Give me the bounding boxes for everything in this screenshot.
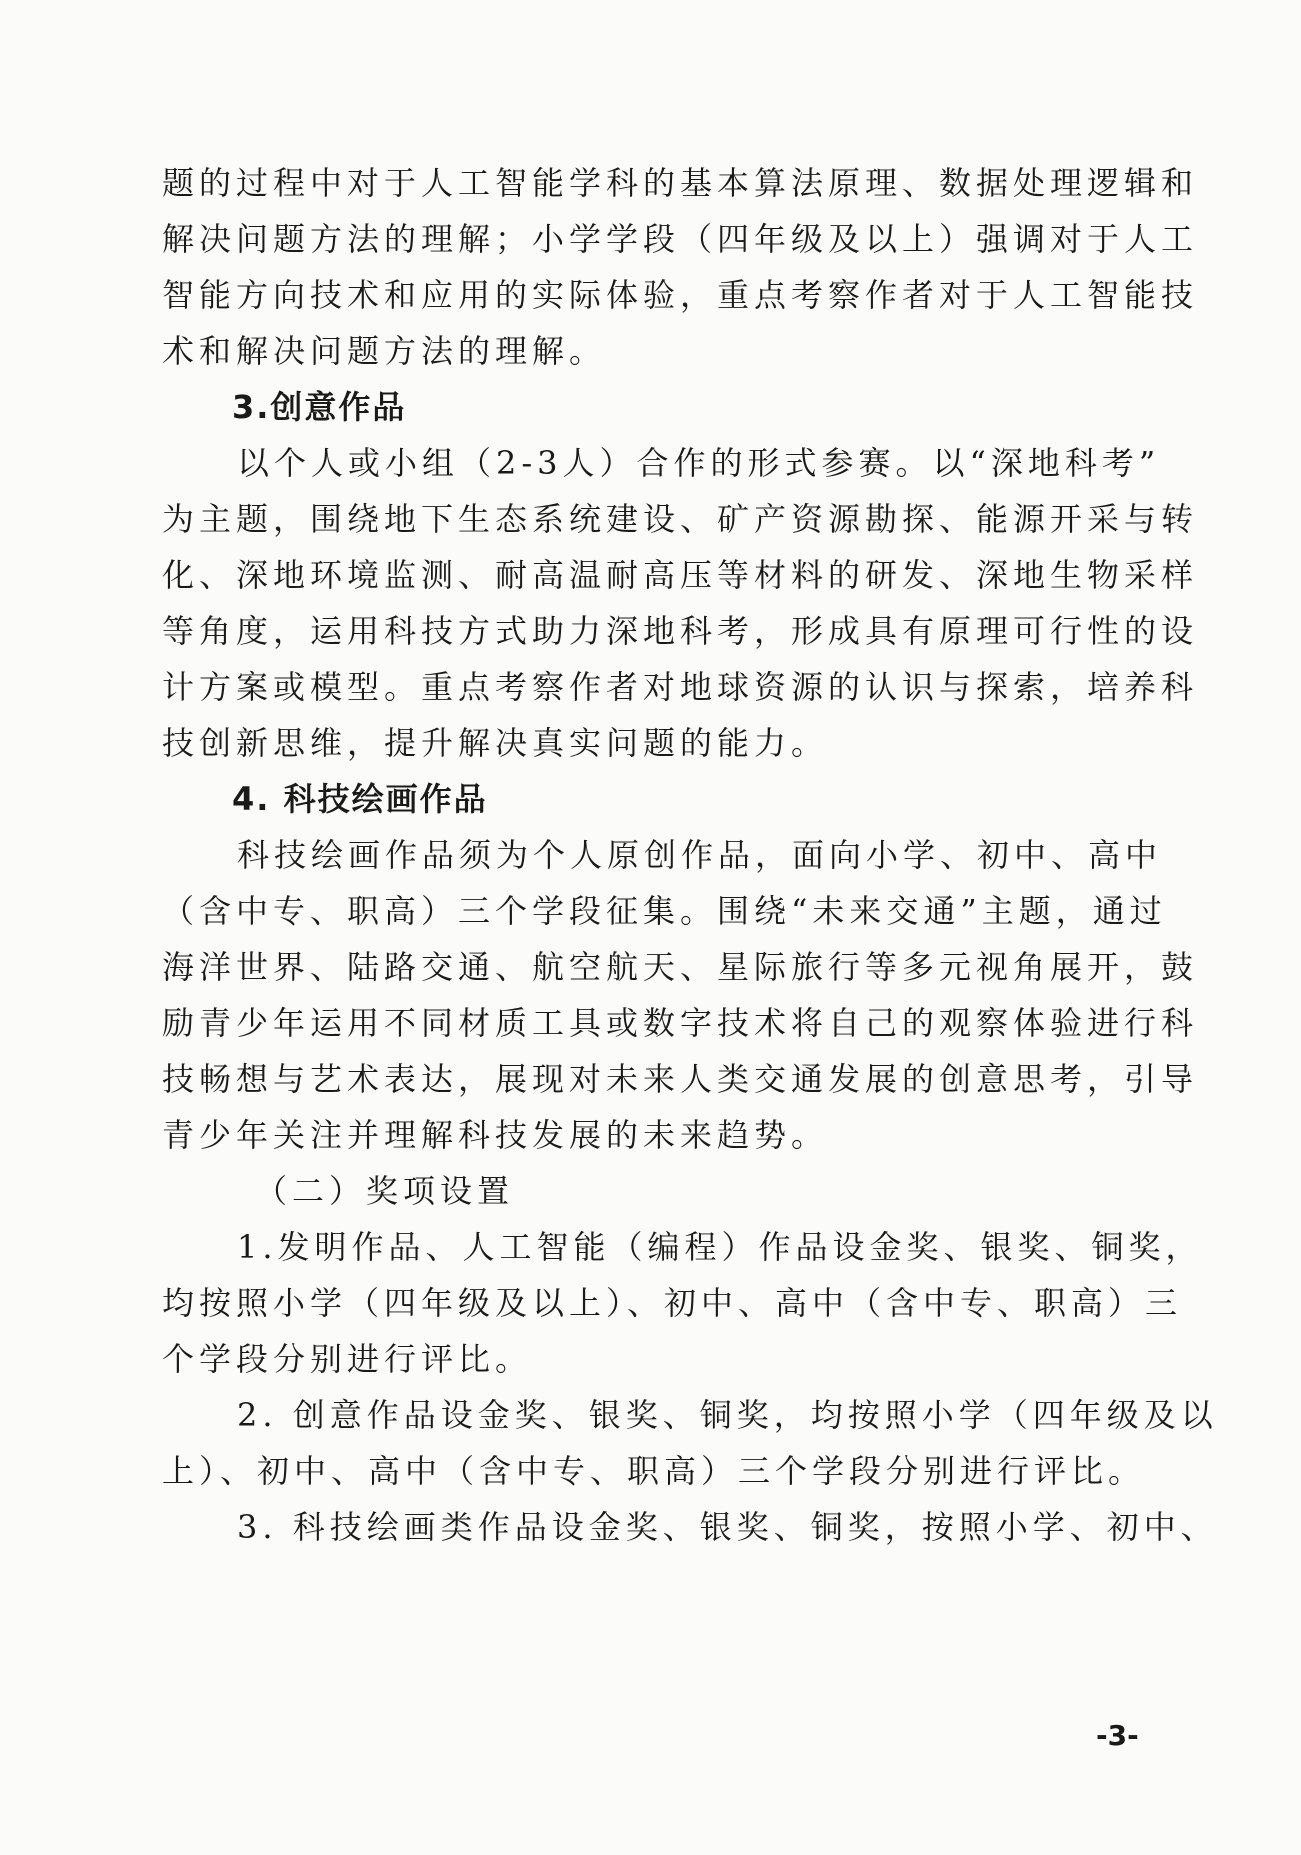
paragraph-line: 以个人或小组（2-3人）合作的形式参赛。以“深地科考” (237, 444, 1161, 482)
paragraph-line: 技畅想与艺术表达，展现对未来人类交通发展的创意思考，引导 (162, 1060, 1199, 1098)
section-heading-creative-works: 3.创意作品 (232, 388, 407, 426)
section-subheading-awards: （二）奖项设置 (255, 1172, 515, 1210)
paragraph-line: 3. 科技绘画类作品设金奖、银奖、铜奖，按照小学、初中、 (237, 1508, 1218, 1546)
paragraph-line: 1.发明作品、人工智能（编程）作品设金奖、银奖、铜奖， (237, 1228, 1203, 1266)
paragraph-line: （含中专、职高）三个学段征集。围绕“未来交通”主题，通过 (162, 892, 1167, 930)
paragraph-line: 解决问题方法的理解；小学学段（四年级及以上）强调对于人工 (162, 220, 1199, 258)
paragraph-line: 科技绘画作品须为个人原创作品，面向小学、初中、高中 (237, 836, 1163, 874)
paragraph-line: 均按照小学（四年级及以上）、初中、高中（含中专、职高）三 (162, 1284, 1183, 1322)
paragraph-line: 计方案或模型。重点考察作者对地球资源的认识与探索，培养科 (162, 668, 1199, 706)
paragraph-line: 为主题，围绕地下生态系统建设、矿产资源勘探、能源开采与转 (162, 500, 1199, 538)
paragraph-line: 青少年关注并理解科技发展的未来趋势。 (162, 1116, 829, 1154)
paragraph-line: 上）、初中、高中（含中专、职高）三个学段分别进行评比。 (162, 1452, 1146, 1490)
paragraph-line: 个学段分别进行评比。 (162, 1340, 533, 1378)
section-heading-science-painting: 4. 科技绘画作品 (232, 780, 488, 818)
paragraph-line: 2. 创意作品设金奖、银奖、铜奖，均按照小学（四年级及以 (237, 1396, 1218, 1434)
paragraph-line: 海洋世界、陆路交通、航空航天、星际旅行等多元视角展开，鼓 (162, 948, 1199, 986)
paragraph-line: 化、深地环境监测、耐高温耐高压等材料的研发、深地生物采样 (162, 556, 1199, 594)
paragraph-line: 励青少年运用不同材质工具或数字技术将自己的观察体验进行科 (162, 1004, 1199, 1042)
paragraph-line: 智能方向技术和应用的实际体验，重点考察作者对于人工智能技 (162, 276, 1199, 314)
page-number: -3- (1096, 1719, 1139, 1752)
paragraph-line: 术和解决问题方法的理解。 (162, 332, 607, 370)
paragraph-line: 等角度，运用科技方式助力深地科考，形成具有原理可行性的设 (162, 612, 1199, 650)
paragraph-line: 技创新思维，提升解决真实问题的能力。 (162, 724, 829, 762)
paragraph-line: 题的过程中对于人工智能学科的基本算法原理、数据处理逻辑和 (162, 164, 1199, 202)
